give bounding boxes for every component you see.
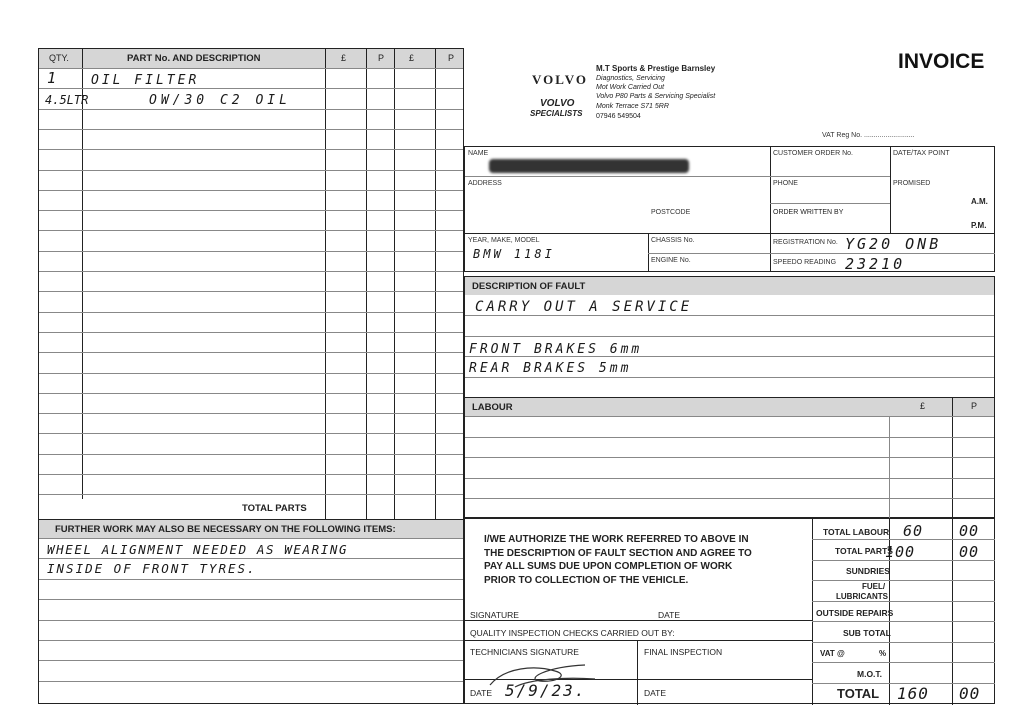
total-pounds: 160	[897, 684, 929, 703]
business-line3: Volvo P80 Parts & Servicing Specialist	[596, 93, 716, 100]
name-label: NAME	[468, 150, 489, 157]
parts-table	[38, 48, 464, 520]
rule-line	[39, 312, 463, 313]
rule-line	[39, 433, 463, 434]
labour-header: LABOUR	[472, 402, 513, 413]
rule-line	[39, 640, 463, 641]
technician-signature	[485, 657, 605, 697]
auth-line2: THE DESCRIPTION OF FAULT SECTION AND AGREE TO	[484, 547, 752, 559]
col-desc: PART No. AND DESCRIPTION	[127, 53, 261, 64]
vat-reg-label: VAT Reg No. ..........................	[822, 132, 915, 139]
fuel-label1: FUEL/	[862, 582, 886, 591]
business-line2: Mot Work Carried Out	[596, 84, 665, 91]
rule-line	[39, 129, 463, 130]
rule-line	[39, 660, 463, 661]
auth-text	[484, 533, 752, 587]
ymm-value: BMW 118I	[473, 247, 555, 261]
specialists-line1: VOLVO	[540, 98, 575, 109]
name-redacted	[489, 159, 689, 173]
fuel-label2: LUBRICANTS	[836, 592, 888, 601]
rule-line	[812, 621, 995, 622]
rule-line	[39, 170, 463, 171]
registration-label: REGISTRATION No.	[773, 239, 838, 246]
auth-line4: PRIOR TO COLLECTION OF THE VEHICLE.	[484, 574, 689, 586]
rule-line	[39, 599, 463, 600]
business-line1: Diagnostics, Servicing	[596, 75, 665, 82]
date2-label: DATE	[470, 688, 493, 698]
business-block	[530, 58, 790, 128]
auth-line1: I/WE AUTHORIZE THE WORK REFERRED TO ABOVE IN	[484, 534, 749, 545]
vat-label: VAT @	[820, 649, 845, 658]
promised-label: PROMISED	[893, 180, 931, 187]
total-parts-label-right: TOTAL PARTS	[835, 546, 893, 556]
phone-label: PHONE	[773, 180, 798, 187]
business-phone: 07946 549504	[596, 113, 641, 120]
total-parts-pounds: 100	[885, 543, 916, 561]
fault-line2: FRONT BRAKES 6mm	[469, 342, 643, 357]
further-work-line2: INSIDE OF FRONT TYRES.	[47, 561, 257, 576]
invoice-title: INVOICE	[898, 50, 985, 73]
vat-pct: %	[879, 649, 887, 658]
rule-line	[39, 332, 463, 333]
labour-col-p: P	[971, 401, 978, 411]
rule-line	[39, 538, 463, 539]
subtotal-label: SUB TOTAL	[843, 628, 891, 638]
total-labour-label: TOTAL LABOUR	[823, 527, 890, 537]
parts-item-1-qty: 4.5LTR	[45, 93, 89, 107]
quality-label: QUALITY INSPECTION CHECKS CARRIED OUT BY:	[470, 628, 675, 638]
rule-line	[465, 377, 994, 378]
business-name: M.T Sports & Prestige Barnsley	[596, 64, 716, 73]
col-p2: P	[448, 53, 455, 63]
rule-line	[465, 498, 994, 499]
rule-line	[39, 88, 463, 89]
total-labour-pounds: 60	[903, 522, 924, 540]
labour-header-bar	[465, 398, 994, 416]
rule-line	[39, 558, 463, 559]
rule-line	[39, 494, 463, 495]
date-tax-label: DATE/TAX POINT	[893, 150, 950, 157]
rule-line	[812, 580, 995, 581]
specialists-line2: SPECIALISTS	[530, 109, 583, 118]
date2-value: 5/9/23.	[505, 681, 587, 700]
rule-line	[465, 315, 994, 316]
final-inspection-label: FINAL INSPECTION	[644, 647, 723, 657]
tech-sig-label: TECHNICIANS SIGNATURE	[470, 647, 579, 657]
rule-line	[465, 416, 994, 417]
volvo-logo: VOLVO	[532, 72, 588, 87]
fault-section	[464, 276, 995, 398]
labour-col-pound: £	[920, 401, 926, 411]
further-work-line1: WHEEL ALIGNMENT NEEDED AS WEARING	[47, 542, 349, 557]
rule-line	[39, 579, 463, 580]
parts-item-0-desc: OIL FILTER	[91, 73, 200, 88]
col-pound1: £	[341, 53, 347, 63]
outside-repairs-label: OUTSIDE REPAIRS	[816, 608, 894, 618]
rule-line	[39, 620, 463, 621]
ymm-label: YEAR, MAKE, MODEL	[468, 237, 540, 244]
rule-line	[39, 454, 463, 455]
rule-line	[39, 393, 463, 394]
business-line4: Monk Terrace S71 5RR	[596, 103, 669, 110]
engine-label: ENGINE No.	[651, 257, 691, 264]
rule-line	[812, 642, 995, 643]
rule-line	[39, 681, 463, 682]
fault-line3: REAR BRAKES 5mm	[469, 361, 632, 376]
parts-item-1-desc: OW/30 C2 OIL	[149, 93, 291, 108]
rule-line	[39, 68, 463, 69]
pm-label: P.M.	[971, 221, 987, 230]
col-qty: QTY.	[49, 53, 69, 63]
address-label: ADDRESS	[468, 180, 502, 187]
speedo-label: SPEEDO READING	[773, 259, 837, 266]
total-label: TOTAL	[837, 686, 880, 701]
rule-line	[465, 478, 994, 479]
total-labour-pence: 00	[959, 522, 980, 540]
further-work-section	[38, 520, 464, 704]
total-pence: 00	[959, 684, 981, 703]
col-pound2: £	[409, 53, 415, 63]
rule-line	[465, 437, 994, 438]
speedo-value: 23210	[845, 255, 906, 273]
am-label: A.M.	[971, 197, 988, 206]
fault-line1: CARRY OUT A SERVICE	[475, 299, 693, 315]
rule-line	[465, 336, 994, 337]
registration-value: YG20 ONB	[845, 235, 942, 253]
fault-header: DESCRIPTION OF FAULT	[472, 281, 586, 292]
rule-line	[39, 271, 463, 272]
rule-line	[39, 373, 463, 374]
mot-label: M.O.T.	[857, 669, 883, 679]
rule-line	[39, 149, 463, 150]
customer-table	[464, 146, 995, 272]
total-parts-label: TOTAL PARTS	[242, 503, 307, 514]
rule-line	[39, 413, 463, 414]
further-work-header: FURTHER WORK MAY ALSO BE NECESSARY ON THE FOLLOWING ITEMS:	[55, 524, 396, 535]
rule-line	[39, 210, 463, 211]
rule-line	[39, 352, 463, 353]
labour-section	[464, 398, 995, 518]
rule-line	[465, 457, 994, 458]
auth-section	[464, 518, 995, 704]
rule-line	[39, 109, 463, 110]
date-label: DATE	[658, 610, 681, 620]
rule-line	[39, 230, 463, 231]
rule-line	[39, 190, 463, 191]
col-p1: P	[378, 53, 385, 63]
postcode-label: POSTCODE	[651, 209, 691, 216]
date3-label: DATE	[644, 688, 667, 698]
total-parts-pence: 00	[959, 543, 980, 561]
sundries-label: SUNDRIES	[846, 566, 890, 576]
auth-line3: PAY ALL SUMS DUE UPON COMPLETION OF WORK	[484, 561, 733, 572]
rule-line	[812, 662, 995, 663]
parts-item-0-qty: 1	[47, 69, 58, 87]
rule-line	[39, 291, 463, 292]
order-written-label: ORDER WRITTEN BY	[773, 209, 844, 216]
chassis-label: CHASSIS No.	[651, 237, 695, 244]
rule-line	[39, 251, 463, 252]
customer-order-label: CUSTOMER ORDER No.	[773, 150, 853, 157]
signature-label: SIGNATURE	[470, 610, 519, 620]
rule-line	[39, 474, 463, 475]
